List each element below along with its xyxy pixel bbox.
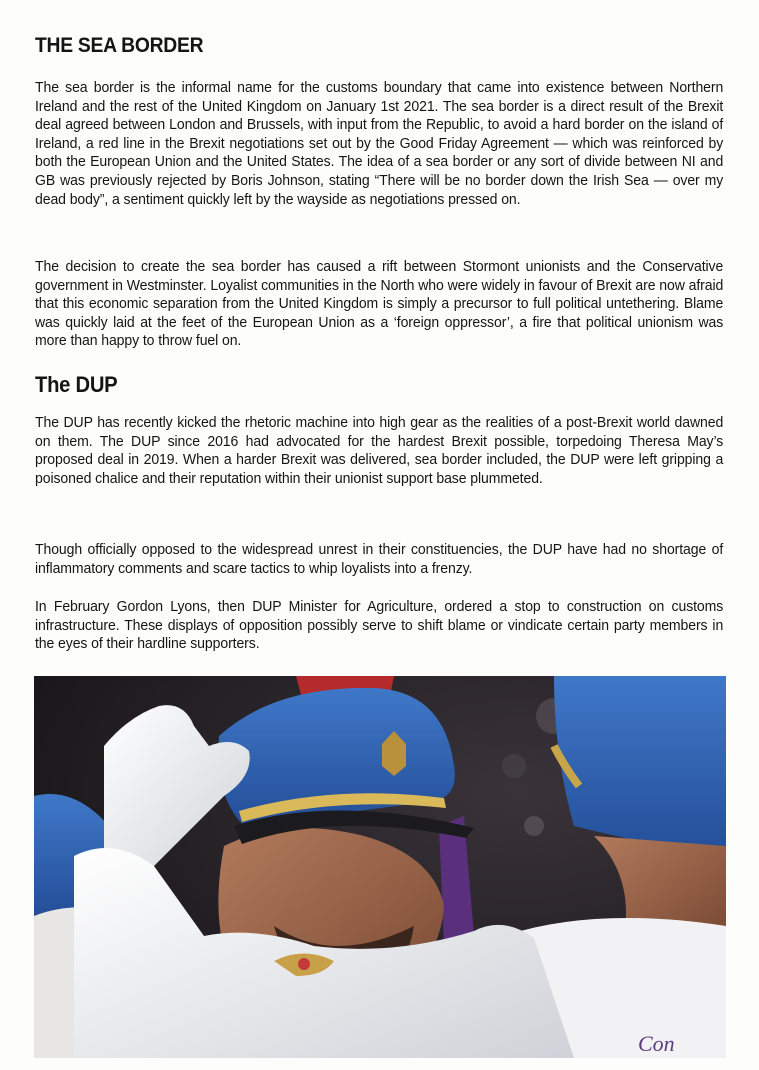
paragraph-sea-border-rift: The decision to create the sea border has caused a rift between Stormont unionists and the Conservative government in Westminster. Loyalist communities in the North who were widely in favour of Brexit are now afraid that this economic separation from the United Kingdom is simply a precursor to full political untethering. Blame was quickly laid at the feet of the European Union as a ‘foreign oppressor’, a fire that political unionism was more than happy to throw fuel on. xyxy=(35,258,724,350)
paragraph-dup-unrest: Though officially opposed to the widespread unrest in their constituencies, the DUP have had no shortage of inflammatory comments and scare tactics to whip loyalists into a frenzy. xyxy=(35,541,724,577)
paragraph-sea-border-definition: The sea border is the informal name for the customs boundary that came into existence between Northern Ireland and the rest of the United Kingdom on January 1st 2021. The sea border is a direct result of the Brexit deal agreed between London and Brussels, with input from the Republic, to avoid a hard border on the island of Ireland, a red line in the Brexit negotiations set out by the Good Friday Agreement — which was reinforced by both the European Union and the United States. The idea of a sea border or any sort of divide between NI and GB was previously rejected by Boris Johnson, stating “There will be no border down the Irish Sea — over my dead body”, a sentiment quickly left by the wayside as negotiations pressed on. xyxy=(35,79,724,208)
section-heading-dup: The DUP xyxy=(35,372,118,397)
jacket-lettering: Con xyxy=(638,1031,675,1056)
paragraph-dup-lyons: In February Gordon Lyons, then DUP Minister for Agriculture, ordered a stop to construction on customs infrastructure. These displays of opposition possibly serve to shift blame or vindicate certain party members in the eyes of their hardline supporters. xyxy=(35,598,724,653)
paragraph-dup-rhetoric: The DUP has recently kicked the rhetoric machine into high gear as the realities of a post-Brexit world dawned on them. The DUP since 2016 had advocated for the hardest Brexit possible, torpedoing Theresa May’s proposed deal in 2019. When a harder Brexit was delivered, sea border included, the DUP were left gripping a poisoned chalice and their reputation within their unionist support base plummeted. xyxy=(35,414,724,487)
section-heading-sea-border: THE SEA BORDER xyxy=(35,34,204,57)
band-members-photo xyxy=(34,676,726,1058)
